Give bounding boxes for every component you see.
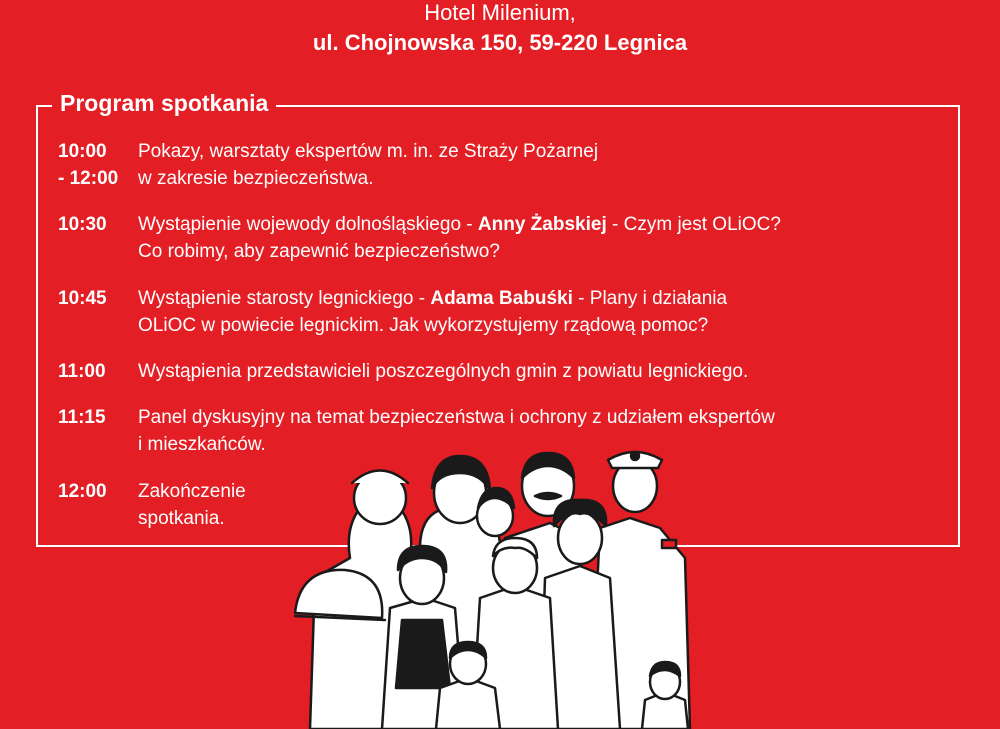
program-item-description	[138, 138, 928, 192]
group-of-people-illustration	[290, 438, 720, 729]
description-line	[138, 285, 928, 312]
time-end: - 12:00	[58, 168, 119, 189]
description-line: OLiOC w powiecie legnickim. Jak wykorzystujemy rządową pomoc?	[138, 315, 709, 336]
description-line	[138, 211, 928, 238]
program-title: Program spotkania	[52, 88, 276, 118]
description-line: Pokazy, warsztaty ekspertów m. in. ze Straży Pożarnej	[138, 141, 599, 162]
description-text: Wystąpienie wojewody dolnośląskiego -	[138, 214, 478, 235]
program-item-time: 10:45	[58, 288, 107, 309]
program-item-time: 11:00	[58, 361, 106, 382]
description-line: Panel dyskusyjny na temat bezpieczeństwa i ochrony z udziałem ekspertów	[138, 407, 775, 428]
program-item-time: 10:30	[58, 214, 107, 235]
venue-name: Hotel Milenium,	[424, 0, 576, 25]
program-item-time	[58, 138, 136, 192]
speaker-name: Adama Babuśki	[430, 288, 573, 309]
description-text: - Plany i działania	[572, 288, 728, 309]
description-line: w zakresie bezpieczeństwa.	[138, 168, 374, 189]
program-item-time: 12:00	[58, 481, 107, 502]
venue-address: ul. Chojnowska 150, 59-220 Legnica	[312, 30, 688, 55]
program-item-description	[138, 285, 928, 339]
program-item-description	[138, 211, 928, 265]
description-line: Co robimy, aby zapewnić bezpieczeństwo?	[138, 241, 500, 262]
description-line: Zakończenie	[138, 481, 246, 502]
description-text: Wystąpienie starosty legnickiego -	[138, 288, 431, 309]
time-start: 10:00	[58, 141, 107, 162]
description-line: Wystąpienia przedstawicieli poszczególnych gmin z powiatu legnickiego.	[138, 361, 749, 382]
speaker-name: Anny Żabskiej	[477, 214, 607, 235]
description-text: - Czym jest OLiOC?	[606, 214, 781, 235]
description-line: spotkania.	[138, 508, 225, 529]
program-item-description	[138, 358, 928, 385]
description-line: i mieszkańców.	[138, 434, 266, 455]
program-item-time: 11:15	[58, 407, 106, 428]
